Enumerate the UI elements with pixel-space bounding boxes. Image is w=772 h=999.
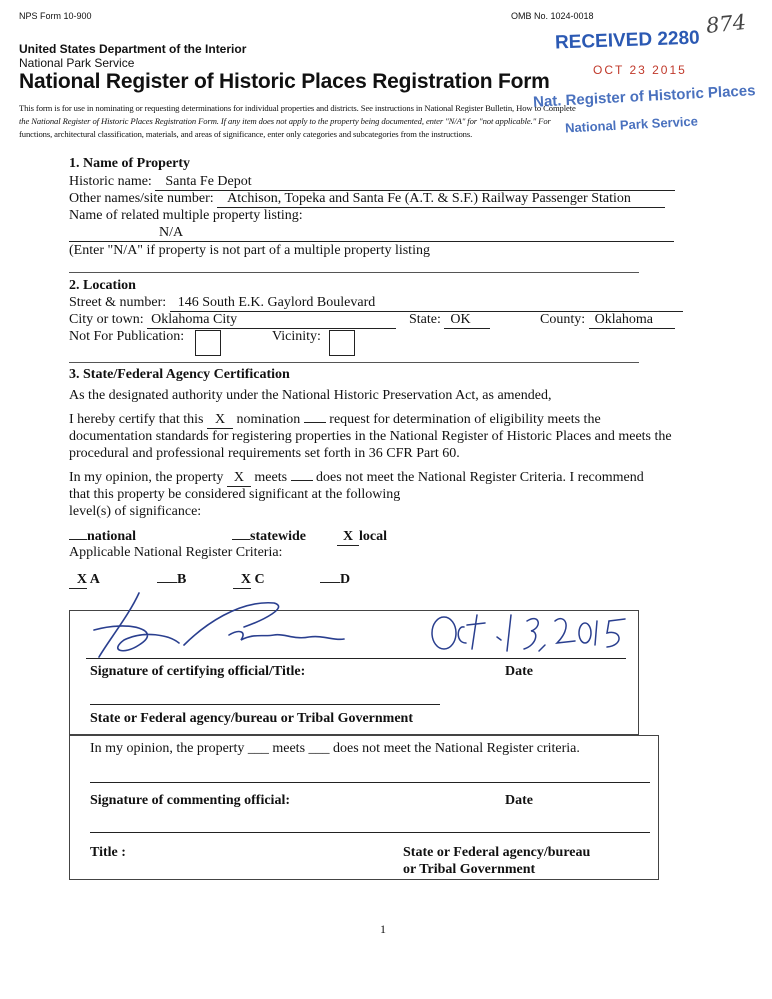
- opinion-line-3: level(s) of significance:: [69, 504, 202, 519]
- title-label: Title :: [90, 845, 126, 860]
- opinion-line-2: that this property be considered significant at the following: [69, 487, 401, 502]
- meets-mark-value: X: [233, 470, 244, 485]
- section-divider: [69, 272, 639, 273]
- agency-line: [90, 704, 440, 705]
- handwritten-date: [432, 615, 625, 651]
- other-names-field[interactable]: [217, 191, 665, 208]
- criterion-b-label: B: [177, 572, 187, 587]
- level-local-label: local: [359, 529, 387, 544]
- criterion-a-mark: X: [76, 572, 87, 587]
- level-statewide-label: statewide: [250, 529, 306, 544]
- authority-statement: As the designated authority under the National Historic Preservation Act, as amended,: [69, 388, 552, 403]
- county-value: Oklahoma: [594, 312, 653, 327]
- county-field[interactable]: [589, 312, 675, 329]
- comment-signature-label: Signature of commenting official:: [90, 793, 290, 808]
- instructions-line-2: the National Register of Historic Places Registration Form. If any item does not apply to the property being documented, enter "N/A" for "not applicable." For: [19, 116, 551, 126]
- other-names-label: Other names/site number:: [69, 191, 214, 206]
- signature-scribble: [94, 593, 344, 657]
- not-for-publication-checkbox[interactable]: [195, 330, 221, 356]
- multiple-listing-field[interactable]: [69, 225, 674, 242]
- historic-name-row: [69, 174, 675, 191]
- opinion-text-a: In my opinion, the property: [69, 470, 224, 485]
- comment-date-label: Date: [505, 793, 533, 808]
- criterion-c-label: C: [254, 572, 265, 587]
- title-agency-line-2: or Tribal Government: [403, 862, 536, 877]
- criterion-c-mark: X: [240, 572, 251, 587]
- other-names-row: [69, 191, 665, 208]
- comment-opinion: In my opinion, the property ___ meets ___ does not meet the National Register criteria.: [90, 741, 580, 756]
- city-value: Oklahoma City: [151, 312, 238, 327]
- street-field[interactable]: [170, 295, 683, 312]
- nomination-mark[interactable]: [207, 412, 233, 429]
- nat-register-stamp: Nat. Register of Historic Places: [532, 82, 756, 111]
- criterion-a-label: A: [89, 572, 100, 587]
- opinion-line: [69, 470, 644, 487]
- nomination-mark-value: X: [214, 412, 226, 427]
- meets-mark[interactable]: [227, 470, 251, 487]
- title-agency-line-1: State or Federal agency/bureau: [403, 845, 591, 860]
- omb-number: OMB No. 1024-0018: [511, 11, 594, 21]
- historic-name-value: Santa Fe Depot: [165, 174, 252, 189]
- multiple-listing-label: Name of related multiple property listing:: [69, 208, 303, 223]
- instructions-line-3: functions, architectural classification, materials, and areas of significance, enter only categories and subcategories from the instructions.: [19, 129, 473, 139]
- not-for-publication-label: Not For Publication:: [69, 329, 185, 344]
- level-national[interactable]: [69, 529, 136, 545]
- does-not-meet-mark[interactable]: [291, 480, 313, 481]
- certify-text-c: request for determination of eligibility meets the: [329, 412, 601, 427]
- certify-line-2: documentation standards for registering properties in the National Register of Historic Places and meets the: [69, 429, 672, 444]
- received-date-stamp: OCT 23 2015: [593, 63, 687, 77]
- handwritten-number: 874: [704, 9, 748, 39]
- certify-text-b: nomination: [236, 412, 301, 427]
- multiple-listing-value: N/A: [159, 225, 184, 240]
- page-number: 1: [380, 922, 386, 936]
- service: National Park Service: [19, 56, 135, 70]
- instructions-line-1: This form is for use in nominating or requesting determinations for individual properties and districts. See instructions in National Register Bulletin, How to Complete: [19, 103, 576, 113]
- county-label: County:: [540, 312, 586, 327]
- level-local[interactable]: [337, 529, 387, 546]
- county-row: [540, 312, 675, 329]
- level-statewide[interactable]: [232, 529, 306, 545]
- historic-name-label: Historic name:: [69, 174, 152, 189]
- criteria-label: Applicable National Register Criteria:: [69, 545, 283, 560]
- other-names-value: Atchison, Topeka and Santa Fe (A.T. & S.F.) Railway Passenger Station: [227, 191, 631, 206]
- section-divider: [69, 362, 639, 363]
- nps-stamp: National Park Service: [564, 113, 699, 136]
- received-stamp: RECEIVED 2280: [554, 27, 700, 54]
- vicinity-label: Vicinity:: [272, 329, 321, 344]
- city-field[interactable]: [147, 312, 396, 329]
- historic-name-field[interactable]: [155, 174, 675, 191]
- page-title: National Register of Historic Places Registration Form: [19, 70, 550, 93]
- street-label: Street & number:: [69, 295, 167, 310]
- multiple-listing-note: (Enter "N/A" if property is not part of a multiple property listing: [69, 243, 430, 258]
- signature-line: [86, 658, 626, 659]
- state-value: OK: [450, 312, 471, 327]
- street-row: [69, 295, 683, 312]
- state-field[interactable]: [444, 312, 490, 329]
- section-1-heading: 1. Name of Property: [69, 156, 191, 171]
- section-2-heading: 2. Location: [69, 278, 136, 293]
- form-number: NPS Form 10-900: [19, 11, 92, 21]
- opinion-text-b: meets: [254, 470, 288, 485]
- agency-label: State or Federal agency/bureau or Tribal Government: [90, 711, 414, 726]
- comment-signature-line[interactable]: [90, 782, 650, 783]
- city-label: City or town:: [69, 312, 144, 327]
- level-local-mark: X: [342, 529, 354, 544]
- request-mark[interactable]: [304, 422, 326, 423]
- certify-line-3: procedural and professional requirements set forth in 36 CFR Part 60.: [69, 446, 460, 461]
- signature-area[interactable]: [69, 585, 639, 665]
- department: United States Department of the Interior: [19, 42, 247, 56]
- date-label: Date: [505, 664, 533, 679]
- comment-title-line[interactable]: [90, 832, 650, 833]
- state-label: State:: [409, 312, 441, 327]
- certify-line: [69, 412, 601, 429]
- section-3-heading: 3. State/Federal Agency Certification: [69, 367, 290, 382]
- street-value: 146 South E.K. Gaylord Boulevard: [177, 295, 376, 310]
- city-row: [69, 312, 396, 329]
- signature-label: Signature of certifying official/Title:: [90, 664, 306, 679]
- certify-text-a: I hereby certify that this: [69, 412, 204, 427]
- vicinity-checkbox[interactable]: [329, 330, 355, 356]
- opinion-text-c: does not meet the National Register Criteria. I recommend: [316, 470, 644, 485]
- level-national-label: national: [87, 529, 137, 544]
- state-row: [409, 312, 490, 329]
- criterion-d-label: D: [340, 572, 351, 587]
